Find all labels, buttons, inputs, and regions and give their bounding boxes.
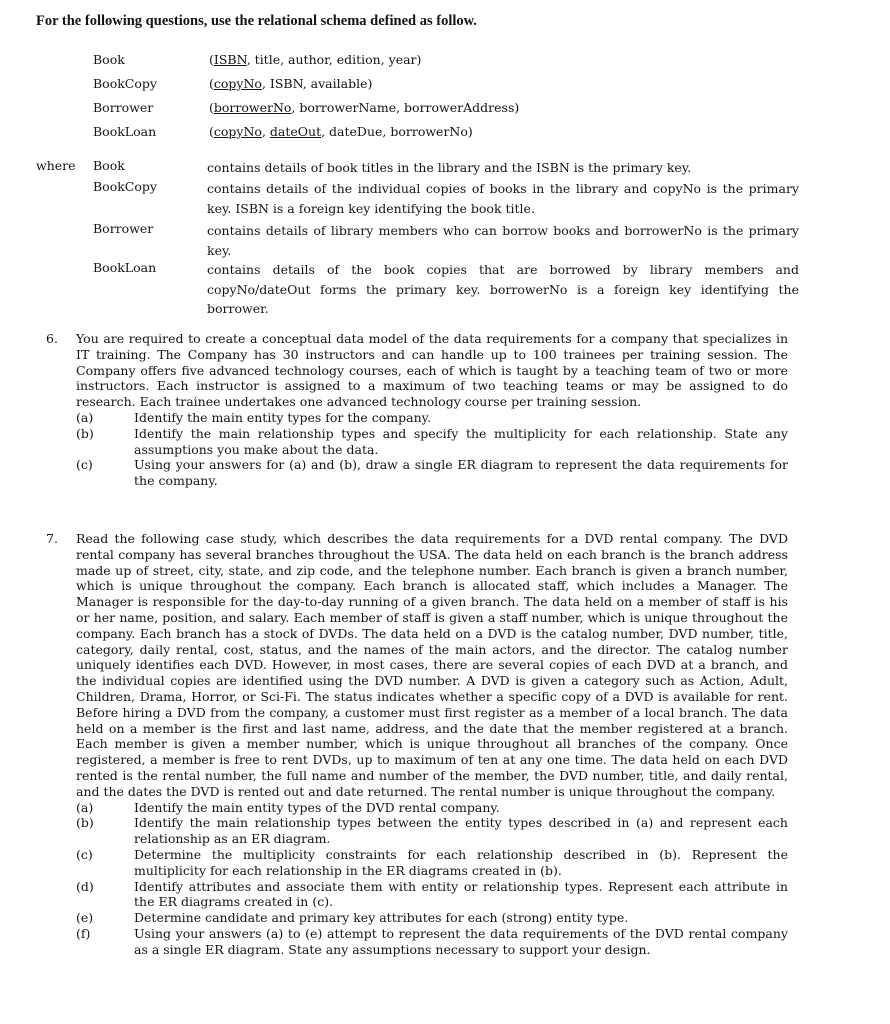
question-part bbox=[76, 800, 788, 816]
part-label: (b) bbox=[76, 815, 94, 831]
relational-schema bbox=[0, 52, 890, 148]
description-row bbox=[0, 179, 890, 221]
attr-text: ( bbox=[209, 124, 214, 139]
part-label: (e) bbox=[76, 910, 94, 926]
attr-text: ( bbox=[209, 76, 214, 91]
question-part bbox=[76, 457, 788, 489]
description-row bbox=[0, 158, 890, 179]
question-text: Read the following case study, which describes the data requirements for a DVD rental company. The DVD rental company has several branches throughout the USA. The data held on each branch is the branch address made up of street, city, state, and zip code, and the telephone number. Each branch is given a branch number, which is unique throughout the company. Each branch is allocated staff, which includes a Manager. The Manager is responsible for the day-to-day running of a given branch. The data held on a member of staff is his or her name, position, and salary. Each member of staff is given a staff number, which is unique throughout the company. Each branch has a stock of DVDs. The data held on a DVD is the catalog number, DVD number, title, category, daily rental, cost, status, and the names of the main actors, and the director. The catalog number uniquely identifies each DVD. However, in most cases, there are several copies of each DVD at a branch, and the individual copies are identified using the DVD number. A DVD is given a category such as Action, Adult, Children, Drama, Horror, or Sci-Fi. The status indicates whether a specific copy of a DVD is available for rent. Before hiring a DVD from the company, a customer must first register as a member of a local branch. The data held on a member is the first and last name, address, and the date that the member registered at a branch. Each member is given a member number, which is unique throughout all branches of the company. Once registered, a member is free to rent DVDs, up to maximum of ten at any one time. The data held on each DVD rented is the rental number, the full name and number of the member, the DVD number, title, and daily rental, and the dates the DVD is rented out and date returned. The rental number is unique throughout the company. bbox=[76, 531, 788, 799]
description-relation: BookCopy bbox=[93, 179, 157, 194]
attr-text: , ISBN, available) bbox=[261, 76, 373, 91]
instructions-heading: For the following questions, use the relational schema defined as follow. bbox=[36, 13, 477, 29]
part-text: Identify the main relationship types between the entity types described in (a) and represent each relationship as an ER diagram. bbox=[134, 815, 788, 847]
schema-row bbox=[0, 52, 890, 76]
description-relation: Borrower bbox=[93, 221, 154, 236]
question-part bbox=[76, 879, 788, 911]
question-6 bbox=[0, 331, 890, 489]
schema-row bbox=[0, 76, 890, 100]
part-text: Using your answers for (a) and (b), draw a single ER diagram to represent the data requirements for the company. bbox=[134, 457, 788, 489]
description-row bbox=[0, 260, 890, 318]
primary-key-attr: ISBN bbox=[213, 52, 247, 67]
part-label: (b) bbox=[76, 425, 94, 441]
question-number: 7. bbox=[46, 531, 58, 546]
question-text: You are required to create a conceptual data model of the data requirements for a company that specializes in IT training. The Company has 30 instructors and can handle up to 100 trainees per training session. The Company offers five advanced technology courses, each of which is taught by a teaching team of two or more instructors. Each instructor is assigned to a maximum of two teaching teams or may be assigned to do research. Each trainee undertakes one advanced technology course per training session. bbox=[76, 331, 788, 410]
part-text: Determine candidate and primary key attributes for each (strong) entity type. bbox=[134, 910, 629, 926]
part-text: Identify the main entity types for the company. bbox=[134, 409, 432, 425]
part-text: Identify the main entity types of the DVD rental company. bbox=[134, 799, 500, 815]
schema-relation-name: Book bbox=[93, 52, 125, 67]
schema-attributes bbox=[209, 100, 519, 115]
attr-text: , title, author, edition, year) bbox=[246, 52, 422, 67]
question-number: 6. bbox=[46, 331, 58, 346]
description-text: contains details of the individual copies of books in the library and copyNo is the primary key. ISBN is a foreign key identifying the book title. bbox=[207, 181, 799, 216]
part-label: (c) bbox=[76, 457, 93, 473]
part-text: Identify the main relationship types and specify the multiplicity for each relationship. State any assumptions you make about the data. bbox=[134, 425, 788, 457]
schema-row bbox=[0, 100, 890, 124]
question-part bbox=[76, 847, 788, 879]
part-text: Identify attributes and associate them with entity or relationship types. Represent each attribute in the ER diagrams created in (c). bbox=[134, 878, 788, 910]
schema-row bbox=[0, 124, 890, 148]
question-part bbox=[76, 815, 788, 847]
description-text: contains details of library members who can borrow books and borrowerNo is the primary key. bbox=[207, 223, 799, 258]
description-relation: Book bbox=[93, 158, 125, 173]
description-row bbox=[0, 221, 890, 260]
schema-attributes bbox=[209, 124, 473, 139]
question-part bbox=[76, 910, 788, 926]
schema-attributes bbox=[209, 76, 372, 91]
schema-relation-name: BookLoan bbox=[93, 124, 157, 139]
schema-relation-name: BookCopy bbox=[93, 76, 157, 91]
attr-text: , bbox=[261, 124, 270, 139]
primary-key-attr: dateOut bbox=[269, 124, 322, 139]
primary-key-attr: copyNo bbox=[213, 124, 262, 139]
description-text: contains details of the book copies that are borrowed by library members and copyNo/dateOut forms the primary key. borrowerNo is a foreign key identifying the borrower. bbox=[207, 262, 799, 316]
part-label: (d) bbox=[76, 878, 94, 894]
question-part bbox=[76, 410, 788, 426]
question-7 bbox=[0, 531, 890, 958]
description-relation: BookLoan bbox=[93, 260, 157, 275]
description-text: contains details of book titles in the library and the ISBN is the primary key. bbox=[207, 160, 692, 175]
part-label: (f) bbox=[76, 925, 91, 941]
primary-key-attr: borrowerNo bbox=[213, 100, 292, 115]
question-parts bbox=[76, 800, 788, 958]
where-label: where bbox=[36, 158, 76, 173]
part-label: (c) bbox=[76, 846, 93, 862]
question-part bbox=[76, 426, 788, 458]
attr-text: ( bbox=[209, 100, 214, 115]
primary-key-attr: copyNo bbox=[213, 76, 262, 91]
part-text: Determine the multiplicity constraints for each relationship described in (b). Represent the multiplicity for each relationship in the ER diagrams created in (b). bbox=[134, 846, 788, 878]
attr-text: ( bbox=[209, 52, 214, 67]
question-part bbox=[76, 926, 788, 958]
question-parts bbox=[76, 410, 788, 489]
schema-attributes bbox=[209, 52, 421, 67]
schema-descriptions bbox=[0, 158, 890, 318]
attr-text: , borrowerName, borrowerAddress) bbox=[291, 100, 520, 115]
part-label: (a) bbox=[76, 409, 94, 425]
part-text: Using your answers (a) to (e) attempt to represent the data requirements of the DVD rental company as a single ER diagram. State any assumptions necessary to support your design. bbox=[134, 925, 788, 957]
attr-text: , dateDue, borrowerNo) bbox=[321, 124, 473, 139]
schema-relation-name: Borrower bbox=[93, 100, 154, 115]
part-label: (a) bbox=[76, 799, 94, 815]
